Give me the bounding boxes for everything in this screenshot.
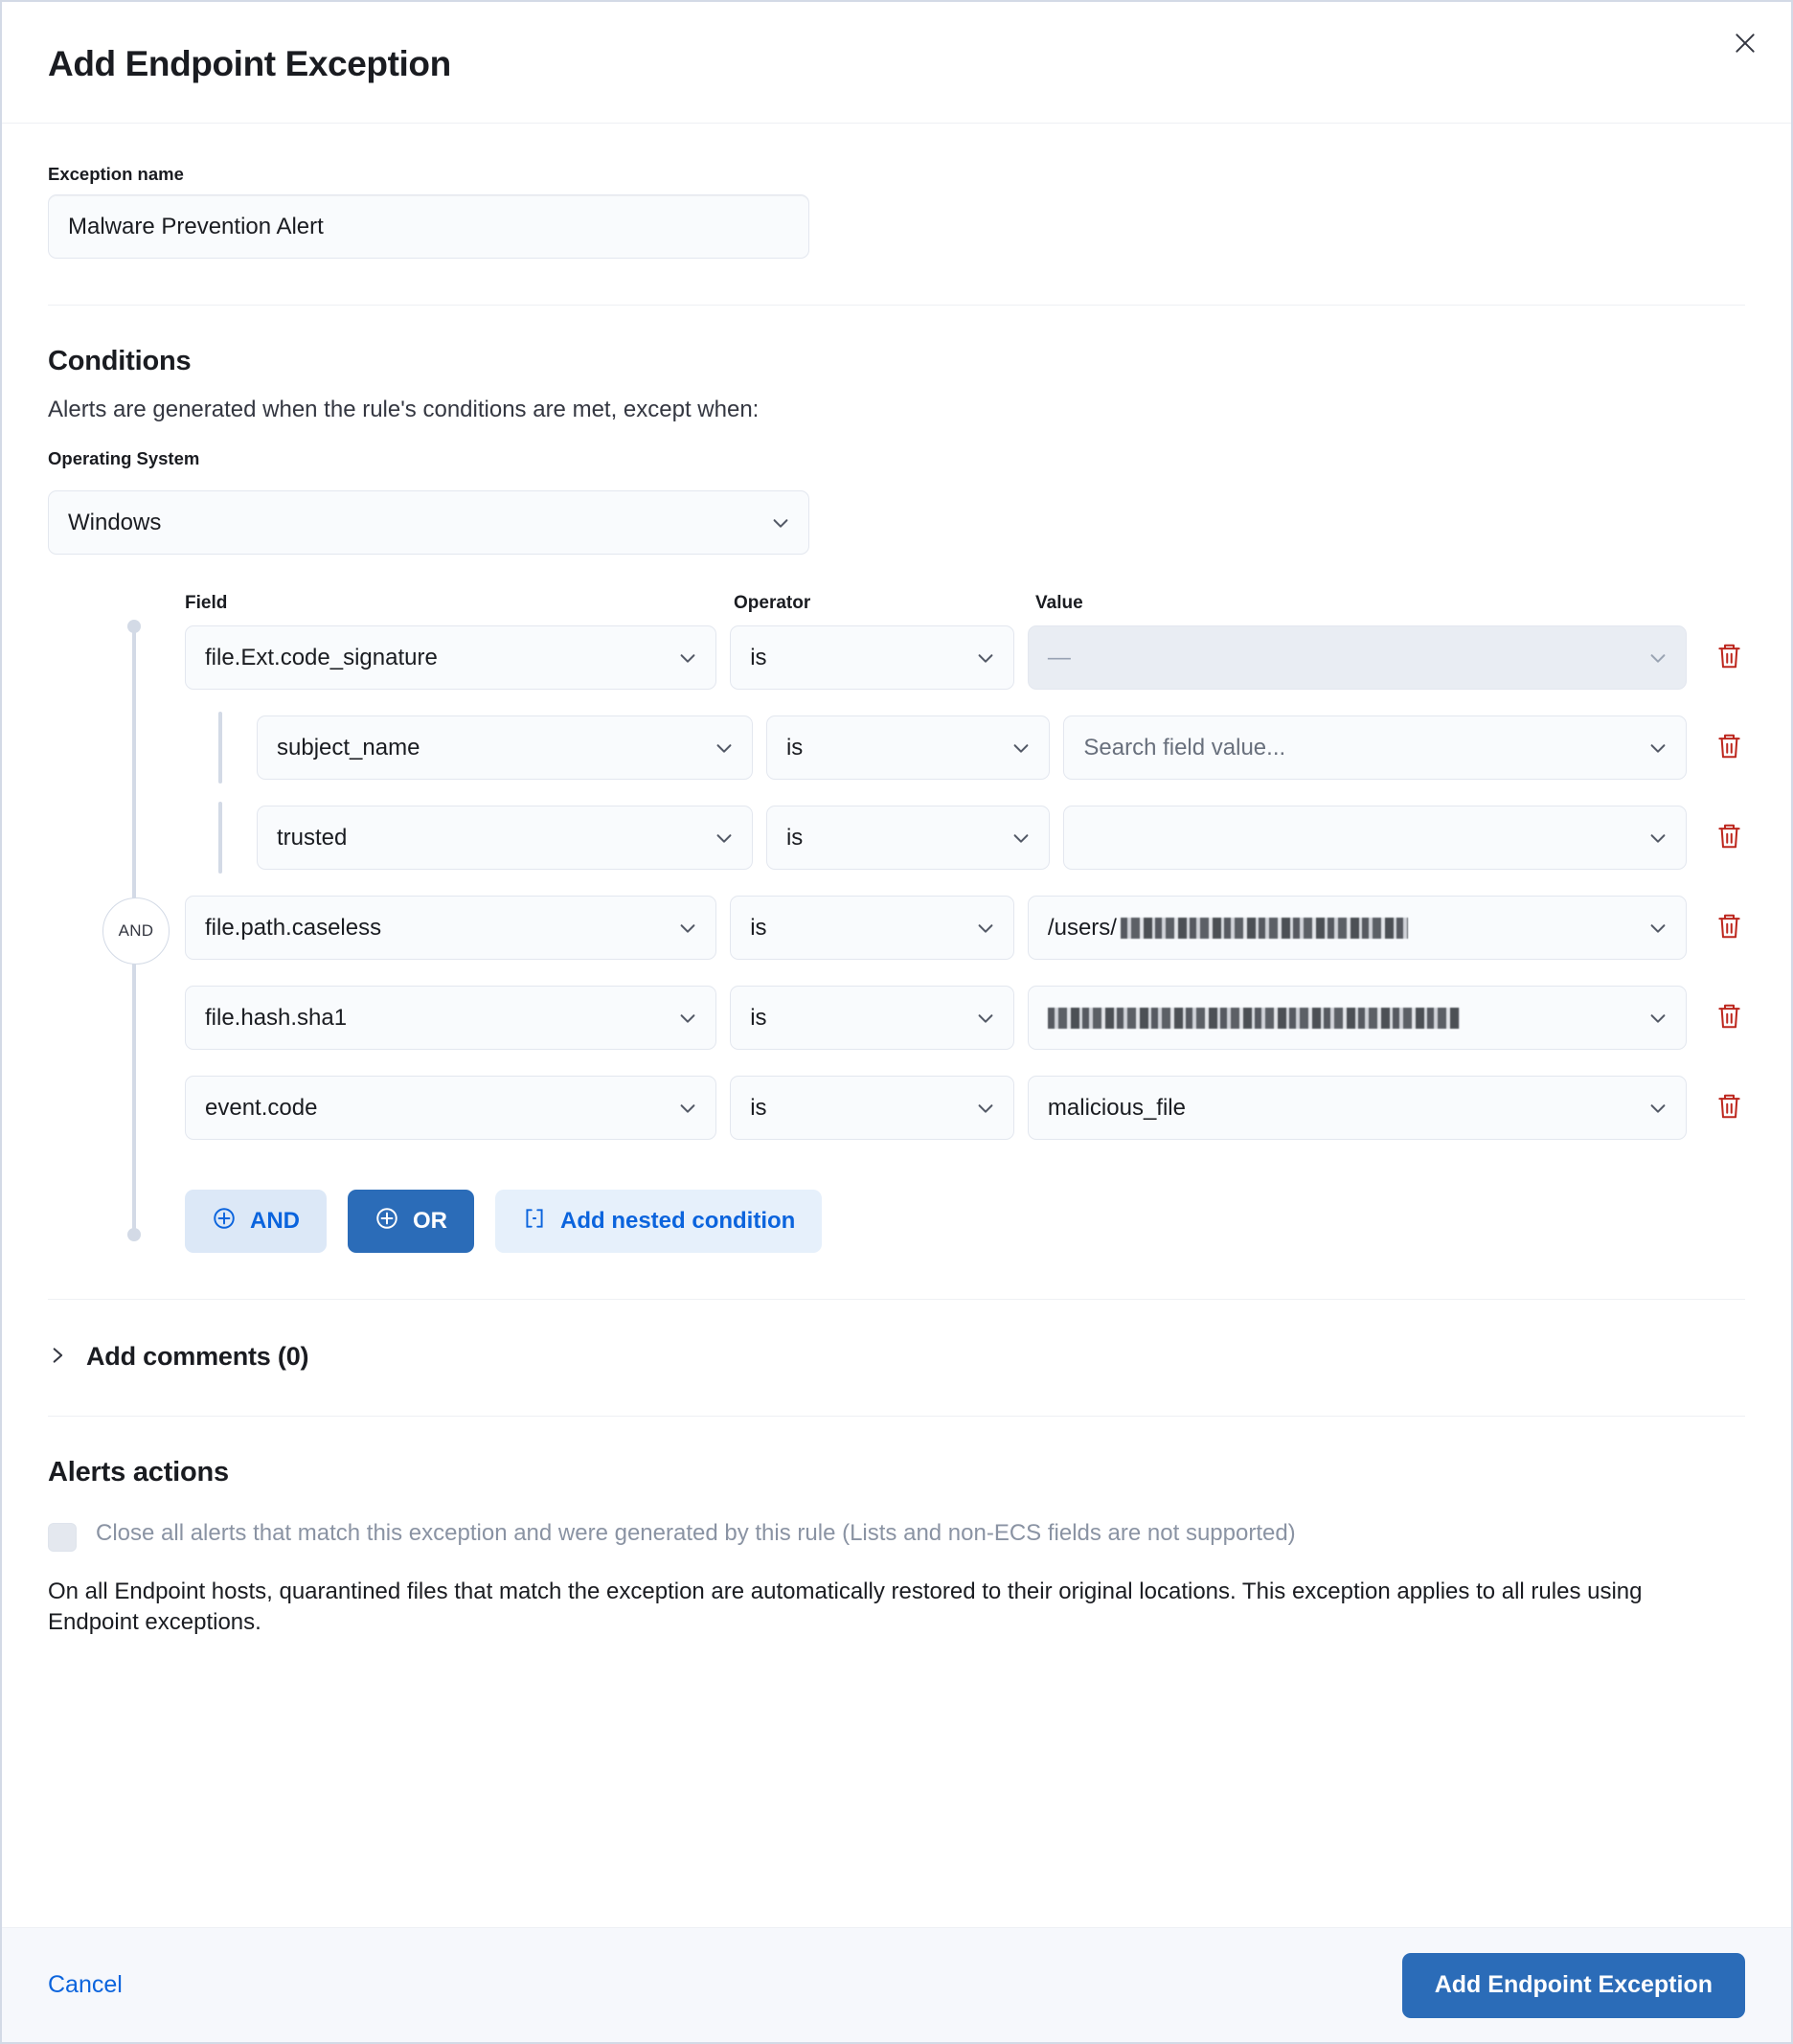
nested-indent-bar: [218, 802, 222, 874]
operator-value: is: [750, 644, 767, 670]
operator-value: is: [750, 1004, 767, 1031]
divider-3: [48, 1416, 1745, 1417]
value-select[interactable]: [1028, 986, 1687, 1050]
header-value: Value: [1035, 593, 1083, 613]
operating-system-value: Windows: [68, 509, 162, 535]
condition-row-nested: [185, 806, 1745, 870]
delete-condition-button[interactable]: [1714, 639, 1745, 677]
trash-icon: [1716, 732, 1742, 763]
rail-dot-top: [127, 620, 141, 633]
close-alerts-checkbox-row[interactable]: [48, 1519, 1745, 1552]
modal-footer: [2, 1927, 1791, 2042]
os-section: [48, 448, 1745, 555]
chevron-right-icon: [48, 1346, 67, 1369]
and-group-rail: [118, 625, 154, 1236]
builder-column-headers: [185, 593, 1745, 614]
chevron-down-icon: [677, 647, 698, 669]
chevron-down-icon: [1010, 738, 1032, 759]
add-comments-toggle[interactable]: [48, 1342, 1745, 1372]
delete-condition-button[interactable]: [1714, 999, 1745, 1037]
field-select[interactable]: [257, 806, 753, 870]
conditions-description: Alerts are generated when the rule's conditions are met, except when:: [48, 397, 760, 422]
value-placeholder: Search field value...: [1083, 734, 1286, 761]
value-select[interactable]: [1028, 896, 1687, 960]
builder-actions: [185, 1190, 1745, 1253]
add-or-label: OR: [413, 1208, 447, 1234]
add-and-condition-button[interactable]: [185, 1190, 327, 1253]
trash-icon: [1716, 1092, 1742, 1124]
add-or-condition-button[interactable]: [348, 1190, 474, 1253]
field-value: file.hash.sha1: [205, 1004, 348, 1031]
redacted-value: [1048, 1008, 1460, 1029]
close-button[interactable]: [1722, 21, 1768, 67]
chevron-down-icon: [1647, 828, 1668, 849]
trash-icon: [1716, 912, 1742, 943]
value-text: malicious_file: [1047, 1094, 1186, 1121]
exception-name-section: [48, 124, 1745, 259]
divider-1: [48, 305, 1745, 306]
operator-select[interactable]: [766, 806, 1050, 870]
field-select[interactable]: [185, 1076, 716, 1140]
chevron-down-icon: [1647, 1098, 1668, 1119]
trash-icon: [1716, 1002, 1742, 1033]
chevron-down-icon: [770, 512, 791, 534]
redacted-value: [1121, 918, 1408, 939]
delete-condition-button[interactable]: [1714, 729, 1745, 767]
builder-rows: [185, 625, 1745, 1140]
chevron-down-icon: [975, 918, 996, 939]
modal-body: [2, 124, 1791, 1927]
close-icon: [1733, 31, 1758, 58]
field-select[interactable]: [185, 986, 716, 1050]
field-value: event.code: [205, 1094, 318, 1121]
divider-2: [48, 1299, 1745, 1300]
close-alerts-checkbox[interactable]: [48, 1523, 77, 1552]
field-value: file.Ext.code_signature: [205, 644, 438, 670]
chevron-down-icon: [677, 1098, 698, 1119]
chevron-down-icon: [975, 1008, 996, 1029]
chevron-down-icon: [1647, 1008, 1668, 1029]
operator-value: is: [750, 1094, 767, 1121]
delete-condition-button[interactable]: [1714, 1089, 1745, 1127]
conditions-builder: [48, 593, 1745, 1253]
trash-icon: [1716, 642, 1742, 673]
chevron-down-icon: [714, 828, 735, 849]
header-operator: Operator: [734, 593, 811, 613]
header-field: Field: [185, 593, 228, 613]
conditions-title: Conditions: [48, 346, 192, 376]
delete-condition-button[interactable]: [1714, 909, 1745, 947]
condition-row: [185, 986, 1745, 1050]
chevron-down-icon: [1647, 918, 1668, 939]
chevron-down-icon: [1647, 738, 1668, 759]
operator-select[interactable]: [766, 715, 1050, 780]
field-select[interactable]: [257, 715, 753, 780]
chevron-down-icon: [1010, 828, 1032, 849]
value-select: [1028, 625, 1687, 690]
page-title: Add Endpoint Exception: [48, 44, 451, 83]
field-value: trusted: [277, 824, 348, 851]
field-select[interactable]: [185, 625, 716, 690]
operator-select[interactable]: [730, 896, 1014, 960]
operator-select[interactable]: [730, 1076, 1014, 1140]
add-comments-label: Add comments (0): [86, 1342, 309, 1371]
close-alerts-label: Close all alerts that match this exception and were generated by this rule (Lists and non-ECS fields are not supported): [96, 1520, 1296, 1546]
operator-select[interactable]: [730, 625, 1014, 690]
modal-header: [2, 2, 1791, 124]
add-and-label: AND: [250, 1208, 300, 1234]
value-select[interactable]: [1028, 1076, 1687, 1140]
operator-value: is: [750, 914, 767, 941]
operator-value: is: [785, 824, 804, 851]
chevron-down-icon: [1647, 647, 1668, 669]
condition-row: [185, 896, 1745, 960]
field-select[interactable]: [185, 896, 716, 960]
value-text: —: [1047, 644, 1071, 670]
add-nested-label: Add nested condition: [560, 1208, 796, 1234]
operating-system-select[interactable]: [48, 490, 809, 555]
condition-row: [185, 625, 1745, 690]
rail-dot-bottom: [127, 1228, 141, 1241]
alerts-actions-title: Alerts actions: [48, 1457, 229, 1488]
chevron-down-icon: [677, 918, 698, 939]
exception-name-label: Exception name: [48, 164, 184, 184]
chevron-down-icon: [714, 738, 735, 759]
operator-select[interactable]: [730, 986, 1014, 1050]
value-select[interactable]: [1063, 806, 1687, 870]
value-text: /users/: [1047, 914, 1117, 941]
condition-row: [185, 1076, 1745, 1140]
chevron-down-icon: [677, 1008, 698, 1029]
delete-condition-button[interactable]: [1714, 819, 1745, 857]
nested-indent-bar: [218, 712, 222, 784]
field-value: subject_name: [277, 734, 420, 761]
chevron-down-icon: [975, 647, 996, 669]
condition-row-nested: [185, 715, 1745, 780]
plus-circle-icon: [374, 1206, 399, 1238]
exception-name-input[interactable]: [48, 194, 809, 259]
value-select[interactable]: [1063, 715, 1687, 780]
endpoint-restore-note: On all Endpoint hosts, quarantined files that match the exception are automatically restored to their original locations. This exception applies to all rules using Endpoint exceptions.: [48, 1578, 1643, 1636]
cancel-button[interactable]: Cancel: [48, 1971, 123, 1998]
operating-system-label: Operating System: [48, 448, 200, 468]
plus-circle-icon: [212, 1206, 237, 1238]
add-nested-condition-button[interactable]: [495, 1190, 822, 1253]
trash-icon: [1716, 822, 1742, 853]
add-endpoint-exception-button[interactable]: Add Endpoint Exception: [1402, 1953, 1745, 2018]
field-value: file.path.caseless: [205, 914, 382, 941]
chevron-down-icon: [975, 1098, 996, 1119]
nested-brackets-icon: [522, 1206, 547, 1238]
and-group-badge: AND: [102, 897, 170, 965]
operator-value: is: [785, 734, 804, 761]
